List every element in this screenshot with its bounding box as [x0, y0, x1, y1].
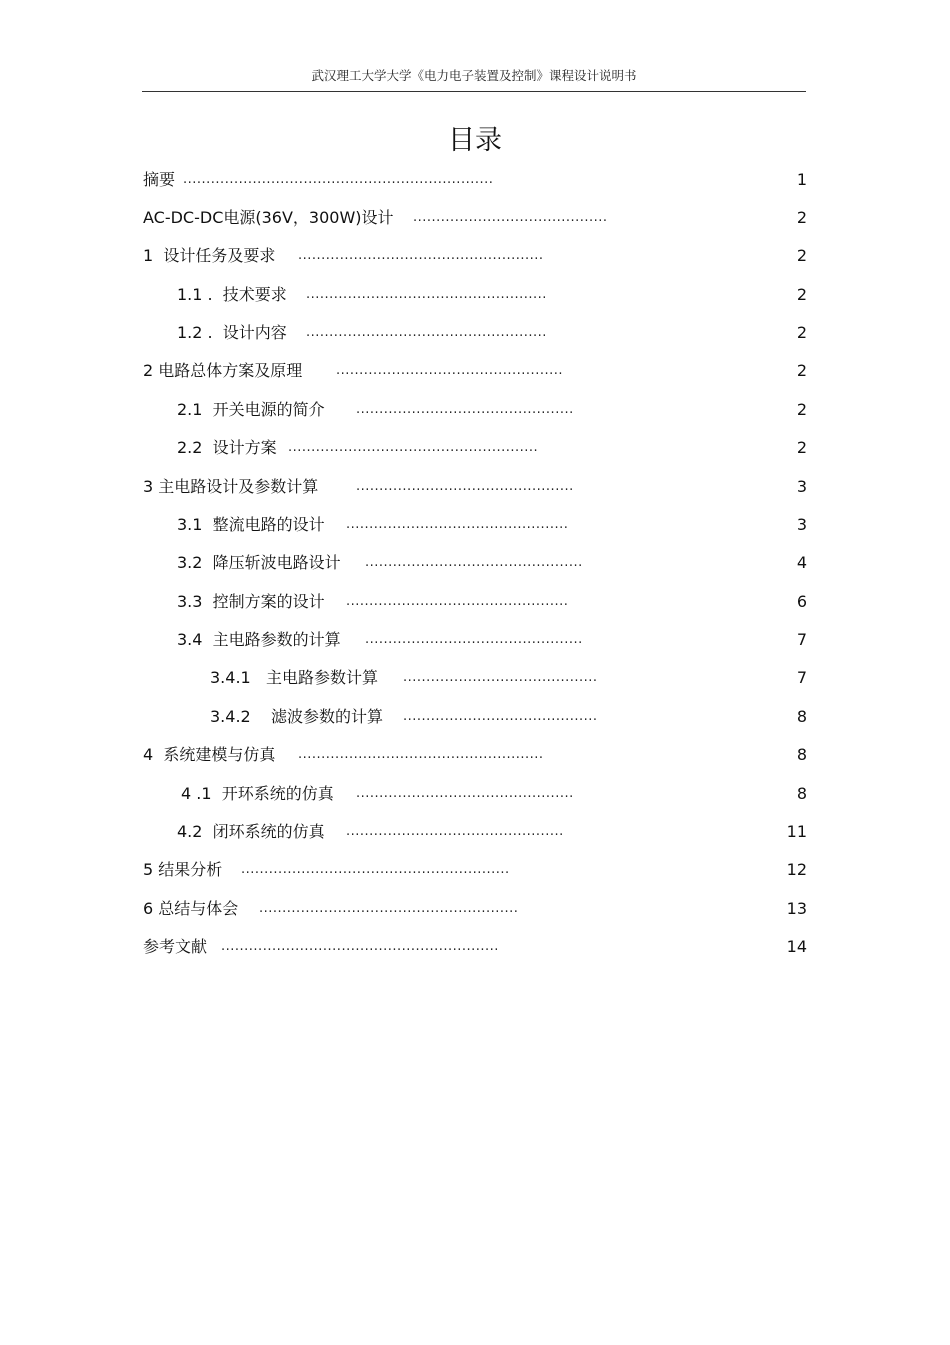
toc-entry-label: 1 设计任务及要求 — [143, 246, 276, 265]
toc-entry-label: 3.1 整流电路的设计 — [177, 515, 325, 534]
toc-entry[interactable] — [0, 168, 950, 192]
toc-entry[interactable] — [0, 359, 950, 383]
toc-entry[interactable] — [0, 666, 950, 690]
toc-entry-label: 6 总结与体会 — [143, 899, 239, 918]
toc-entry-page-number: 14 — [786, 937, 807, 956]
toc-entry-label: 2.1 开关电源的简介 — [177, 400, 325, 419]
toc-entry-page-number: 1 — [796, 170, 807, 189]
toc-entry-label: 5 结果分析 — [143, 860, 223, 879]
page-title: 目录 — [448, 125, 502, 156]
toc-entry-page-number: 4 — [796, 553, 807, 572]
toc-entry[interactable] — [0, 858, 950, 882]
toc-dot-leader: ............................................... — [346, 824, 564, 839]
toc-entry-label: 3.4.2 滤波参数的计算 — [210, 707, 384, 726]
toc-entry[interactable] — [0, 475, 950, 499]
header-rule — [142, 91, 806, 92]
toc-entry-page-number: 13 — [786, 899, 807, 918]
toc-dot-leader: .......................................................... — [241, 862, 510, 877]
toc-entry-label: 3.3 控制方案的设计 — [177, 592, 325, 611]
toc-entry-page-number: 7 — [796, 668, 807, 687]
toc-entry[interactable] — [0, 436, 950, 460]
toc-entry-label: 2.2 设计方案 — [177, 438, 277, 457]
toc-entry-page-number: 3 — [796, 515, 807, 534]
toc-entry-page-number: 2 — [796, 285, 807, 304]
toc-dot-leader: ..................................................... — [298, 747, 544, 762]
toc-entry[interactable] — [0, 743, 950, 767]
toc-dot-leader: ...................................................... — [288, 440, 539, 455]
toc-entry[interactable] — [0, 897, 950, 921]
toc-entry-label: 3.2 降压斩波电路设计 — [177, 553, 341, 572]
toc-entry-label: 3.4.1 主电路参数计算 — [210, 668, 378, 687]
toc-entry-label: 4 .1 开环系统的仿真 — [181, 784, 334, 803]
toc-entry-page-number: 2 — [796, 400, 807, 419]
toc-entry[interactable] — [0, 283, 950, 307]
toc-entry-page-number: 2 — [796, 208, 807, 227]
toc-entry[interactable] — [0, 398, 950, 422]
toc-entry-page-number: 8 — [796, 784, 807, 803]
toc-entry[interactable] — [0, 782, 950, 806]
toc-entry-label: 3 主电路设计及参数计算 — [143, 477, 319, 496]
toc-dot-leader: ........................................................ — [259, 901, 519, 916]
toc-entry-label: 摘要 — [143, 170, 176, 189]
toc-entry-page-number: 3 — [796, 477, 807, 496]
toc-entry-label: 1.1 . 技术要求 — [177, 285, 287, 304]
toc-entry-page-number: 8 — [796, 745, 807, 764]
toc-entry[interactable] — [0, 820, 950, 844]
toc-entry-label: 1.2 . 设计内容 — [177, 323, 287, 342]
toc-dot-leader: ................................................ — [346, 594, 569, 609]
toc-entry-page-number: 2 — [796, 361, 807, 380]
toc-entry-label: 参考文献 — [143, 937, 208, 956]
toc-dot-leader: .......................................... — [403, 670, 598, 685]
toc-entry-page-number: 2 — [796, 438, 807, 457]
toc-dot-leader: ................................................................... — [183, 172, 494, 187]
toc-dot-leader: ............................................... — [356, 786, 574, 801]
toc-dot-leader: .................................................... — [306, 287, 547, 302]
toc-entry[interactable] — [0, 590, 950, 614]
toc-entry-page-number: 2 — [796, 246, 807, 265]
toc-dot-leader: .......................................... — [413, 210, 608, 225]
running-header: 武汉理工大学大学《电力电子装置及控制》课程设计说明书 — [311, 68, 637, 83]
toc-entry-page-number: 12 — [786, 860, 807, 879]
toc-dot-leader: ............................................................ — [221, 939, 499, 954]
toc-dot-leader: .................................................... — [306, 325, 547, 340]
toc-entry[interactable] — [0, 513, 950, 537]
toc-entry-label: 4.2 闭环系统的仿真 — [177, 822, 325, 841]
toc-entry[interactable] — [0, 628, 950, 652]
toc-dot-leader: ................................................ — [346, 517, 569, 532]
toc-dot-leader: ............................................... — [356, 479, 574, 494]
toc-dot-leader: ............................................... — [365, 555, 583, 570]
toc-entry[interactable] — [0, 705, 950, 729]
toc-entry[interactable] — [0, 244, 950, 268]
toc-entry-page-number: 7 — [796, 630, 807, 649]
toc-entry-label: 4 系统建模与仿真 — [143, 745, 276, 764]
toc-entry-page-number: 6 — [796, 592, 807, 611]
toc-dot-leader: .......................................... — [403, 709, 598, 724]
toc-entry[interactable] — [0, 935, 950, 959]
toc-entry-page-number: 2 — [796, 323, 807, 342]
toc-entry-page-number: 11 — [786, 822, 807, 841]
toc-entry[interactable] — [0, 206, 950, 230]
toc-dot-leader: ............................................... — [365, 632, 583, 647]
toc-entry[interactable] — [0, 321, 950, 345]
toc-entry-label: 2 电路总体方案及原理 — [143, 361, 303, 380]
toc-dot-leader: ............................................... — [356, 402, 574, 417]
toc-dot-leader: ..................................................... — [298, 248, 544, 263]
toc-entry[interactable] — [0, 551, 950, 575]
toc-entry-label: 3.4 主电路参数的计算 — [177, 630, 341, 649]
toc-entry-page-number: 8 — [796, 707, 807, 726]
toc-dot-leader: ................................................. — [336, 363, 563, 378]
toc-entry-label: AC-DC-DC电源(36V，300W)设计 — [143, 208, 394, 227]
